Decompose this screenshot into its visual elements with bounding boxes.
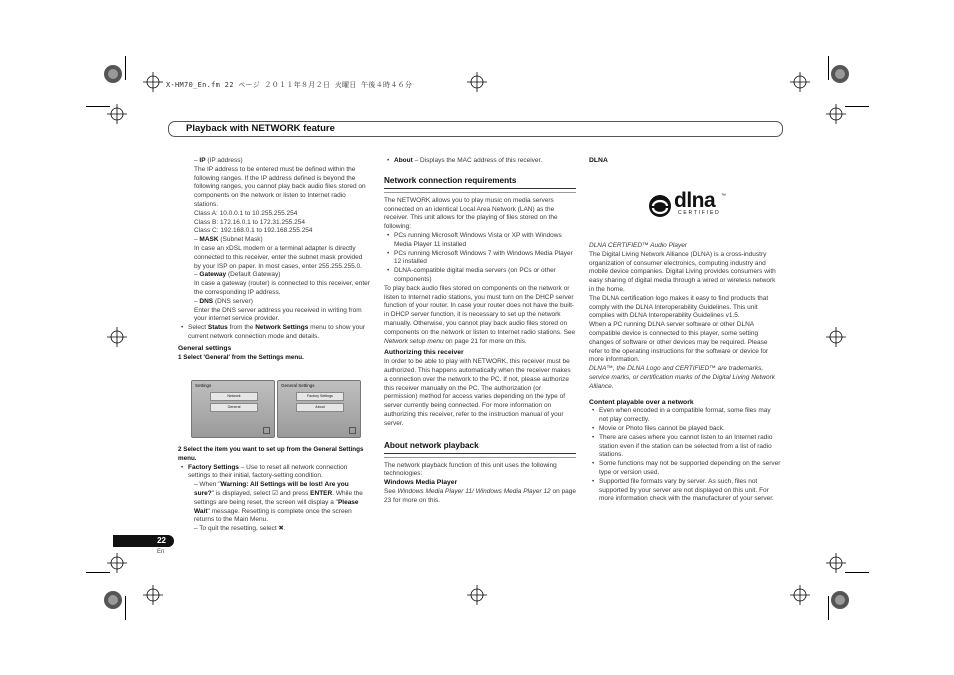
step-1: 1 Select 'General' from the Settings menu. (178, 353, 304, 361)
content-bullet: • Some functions may not be supported depending on the server type or version used. (589, 460, 781, 478)
requirement-bullet: • PCs running Microsoft Windows Vista or XP with Windows Media Player 11 installed (384, 232, 576, 250)
general-settings-heading: General settings (178, 344, 232, 352)
dlna-logo-text: dlna (674, 189, 716, 212)
content-bullet: • Supported file formats vary by server. As such, files not supported by your server are not displayed on this unit. For more information check with the manufacturer of your server. (589, 478, 781, 504)
mask-text: In case an xDSL modem or a terminal adapter is directly connected to this receiver, enter the subnet mask provided by your ISP on paper. In most cases, enter 255.255.255.0. (194, 244, 363, 270)
return-icon (349, 427, 356, 434)
dlna-logo-certified: CERTIFIED (678, 210, 721, 216)
heading-rule (384, 453, 576, 458)
class-a: Class A: 10.0.0.1 to 10.255.255.254 (194, 209, 298, 217)
authorizing-text: In order to be able to play with NETWORK, this receiver must be authorized. This happens automatically when the receiver makes a connection over the network to the PC. If not, please authorize this receiver manually on the PC. The authorization (or permission) method for access varies depending on the type of server currently being connected. For more information on authorizing this receiver, refer to the instruction manual of your server. (384, 358, 571, 427)
mask-item: – MASK (Subnet Mask) (194, 236, 263, 244)
class-b: Class B: 172.16.0.1 to 172.31.255.254 (194, 218, 305, 226)
general-option-about: About (296, 403, 344, 412)
quit-reset-text: – To quit the resetting, select ✖. (194, 525, 286, 533)
dlna-logo (648, 189, 728, 219)
dns-text: Enter the DNS server address you received in writing from your internet service provider. (194, 306, 362, 323)
content-bullet: • There are cases where you cannot listen to an Internet radio station even if the station can be selected from a list of radio stations. (589, 434, 781, 460)
left-column-lower (178, 446, 370, 534)
settings-option-general: General (210, 403, 258, 412)
dlna-heading: DLNA (589, 157, 608, 164)
dns-item: – DNS (DNS server) (194, 297, 253, 305)
section-title-bar (168, 121, 783, 137)
left-column (178, 157, 370, 362)
step-2: 2 Select the item you want to set up from the General Settings menu. (178, 446, 364, 462)
dhcp-text: To play back audio files stored on components on the network or listen to Internet radio stations, you must turn on the DHCP server function of your router. In case your router does not have the built-in DHCP server function, it is necessary to set up the network manually. Otherwise, you cannot play back audio files stored on components on the network or listen to Internet radio stations. See Network setup menu on page 21 for more on this. (384, 284, 576, 345)
gateway-text: In case a gateway (router) is connected to this receiver, enter the corresponding IP address. (194, 280, 370, 296)
dlna-caption: DLNA CERTIFIED™ Audio Player (589, 242, 688, 249)
heading-rule (384, 188, 576, 193)
dlna-para-1: The Digital Living Network Alliance (DLNA) is a cross-industry organization of consumer electronics, computing industry and mobile device companies. Digital Living provides consumers with easy sharing of digital media through a wired or wireless network in the home. (589, 250, 776, 293)
general-screen-title: General Settings (281, 383, 315, 388)
dlna-para-2: The DLNA certification logo makes it easy to find products that comply with the DLNA Interoperability Guidelines. This unit complies with DLNA Interoperability Guidelines v1.5. (589, 294, 769, 320)
wmp-text: See Windows Media Player 11/ Windows Media Player 12 on page 23 for more on this. (384, 487, 576, 504)
factory-settings-item: • Factory Settings – Use to reset all network connection settings to their initial, factory-setting condition. (178, 464, 370, 482)
page-number-tab (113, 535, 174, 547)
factory-warning-text: – When "Warning: All Settings will be lost! Are you sure?" is displayed, select ☑ and press ENTER. While the settings are being reset, the screen will display a "Please Wait" message. Resetting is complete once the screen returns to the Main Menu. (194, 481, 363, 524)
about-playback-heading: About network playback (384, 440, 479, 450)
trademark-note: DLNA™, the DLNA Logo and CERTIFIED™ are trademarks, service marks, or certification marks of the Digital Living Network Alliance. (589, 365, 776, 390)
return-icon (263, 427, 270, 434)
about-playback-text: The network playback function of this unit uses the following technologies: (384, 461, 557, 478)
file-header: X-HM70_En.fm 22 ページ ２０１１年８月２日 火曜日 午後４時４６分 (166, 81, 413, 89)
settings-option-network: Network (210, 392, 258, 401)
ip-text: The IP address to be entered must be defined within the following ranges. If the IP address defined is beyond the following ranges, you cannot play back audio files stored on components on the network or listen to Internet radio stations. (194, 165, 366, 208)
authorizing-heading: Authorizing this receiver (384, 349, 464, 357)
general-settings-screen (277, 380, 361, 438)
section-title: Playback with NETWORK feature (186, 123, 335, 134)
content-bullet: • Even when encoded in a compatible format, some files may not play correctly. (589, 407, 781, 425)
language-label: En (157, 549, 165, 555)
wmp-heading: Windows Media Player (384, 479, 458, 487)
ip-item: – IP (IP address) (194, 157, 243, 164)
network-requirements-heading: Network connection requirements (384, 175, 517, 185)
requirement-bullet: • PCs running Microsoft Windows 7 with Windows Media Player 12 installed (384, 250, 576, 268)
select-status-text: • Select Status from the Network Settings menu to show your current network connection mode and details. (178, 324, 370, 342)
content-bullet: • Movie or Photo files cannot be played back. (589, 425, 781, 434)
gateway-item: – Gateway (Default Gateway) (194, 271, 281, 279)
content-playable-heading: Content playable over a network (589, 398, 694, 406)
page-number: 22 (157, 536, 166, 545)
requirements-text: The NETWORK allows you to play music on media servers connected on an identical Local Area Network (LAN) as the receiver. This unit allows for the playing of files stored on the following: (384, 196, 558, 231)
right-column (589, 157, 781, 166)
general-option-factory: Factory Settings (296, 392, 344, 401)
settings-screen (191, 380, 275, 438)
dlna-para-3: When a PC running DLNA server software or other DLNA compatible device is connected to this player, some setting changes of software or other devices may be required. Please refer to the operating instructions for the software or device for more information. (589, 321, 769, 364)
class-c: Class C: 192.168.0.1 to 192.168.255.254 (194, 227, 313, 235)
dlna-logo-tm: ™ (721, 193, 726, 199)
settings-screen-title: Settings (195, 383, 212, 388)
middle-column (384, 157, 576, 506)
about-item: • About – Displays the MAC address of this receiver. (384, 157, 576, 166)
dlna-logo-icon (648, 194, 674, 218)
right-column-text (589, 242, 781, 504)
requirement-bullet: • DLNA-compatible digital media servers (on PCs or other components) (384, 267, 576, 285)
